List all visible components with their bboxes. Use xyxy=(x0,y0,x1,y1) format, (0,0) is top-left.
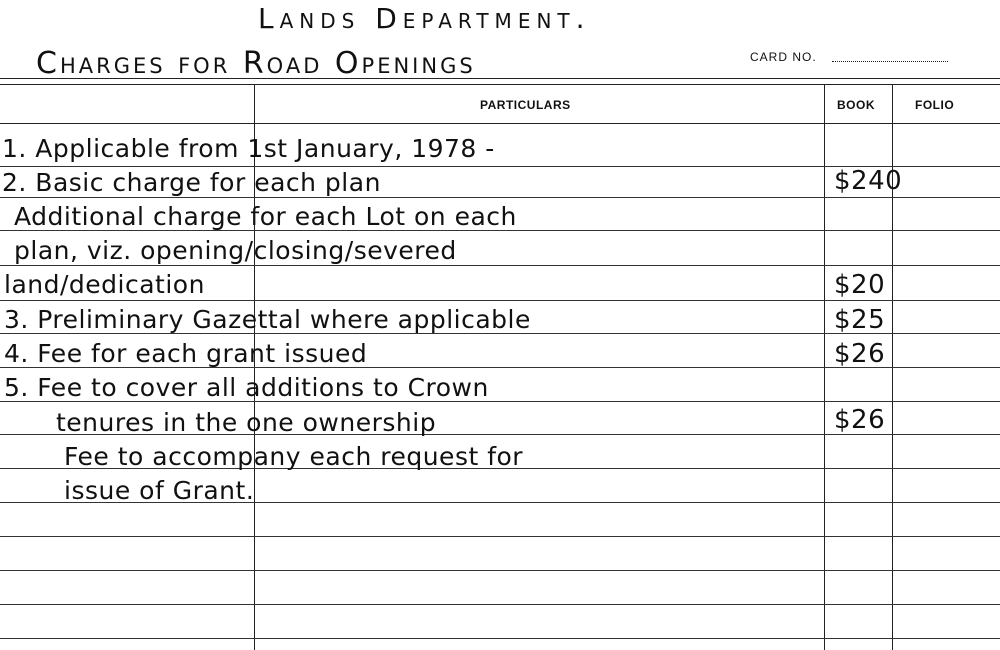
column-header-book: BOOK xyxy=(837,98,875,112)
ruled-line xyxy=(0,265,1000,266)
entry-line: 1. Applicable from 1st January, 1978 - xyxy=(2,134,495,163)
card-title: Charges for Road Openings xyxy=(36,46,476,81)
ruled-line xyxy=(0,536,1000,537)
column-header-particulars: PARTICULARS xyxy=(480,98,571,112)
entry-line: issue of Grant. xyxy=(64,476,255,505)
column-header-rule xyxy=(0,123,1000,124)
ruled-line xyxy=(0,300,1000,301)
entry-line: tenures in the one ownership xyxy=(56,408,437,437)
department-title: Lands Department. xyxy=(258,2,591,35)
entry-line: 3. Preliminary Gazettal where applicable xyxy=(4,305,531,334)
entry-line: land/dedication xyxy=(4,270,205,299)
header-rule-top xyxy=(0,78,1000,79)
amount-gazettal: $25 xyxy=(834,305,886,335)
entry-line: plan, viz. opening/closing/severed xyxy=(14,236,457,265)
entry-line: Additional charge for each Lot on each xyxy=(14,202,517,231)
ruled-line xyxy=(0,638,1000,639)
entry-line: 5. Fee to cover all additions to Crown xyxy=(4,373,489,402)
amount-crown: $26 xyxy=(834,405,886,435)
entry-line: Fee to accompany each request for xyxy=(64,442,524,471)
entry-line: 4. Fee for each grant issued xyxy=(4,339,368,368)
entry-line: 2. Basic charge for each plan xyxy=(2,168,381,197)
ruled-line xyxy=(0,197,1000,198)
header-rule-double xyxy=(0,84,1000,85)
amount-basic: $240 xyxy=(834,166,903,196)
card-no-label: CARD NO. xyxy=(750,50,817,64)
ruled-line xyxy=(0,604,1000,605)
amount-additional: $20 xyxy=(834,270,886,300)
column-header-folio: FOLIO xyxy=(915,98,955,112)
amount-grant: $26 xyxy=(834,339,886,369)
card-no-field xyxy=(832,61,948,62)
ruled-line xyxy=(0,570,1000,571)
